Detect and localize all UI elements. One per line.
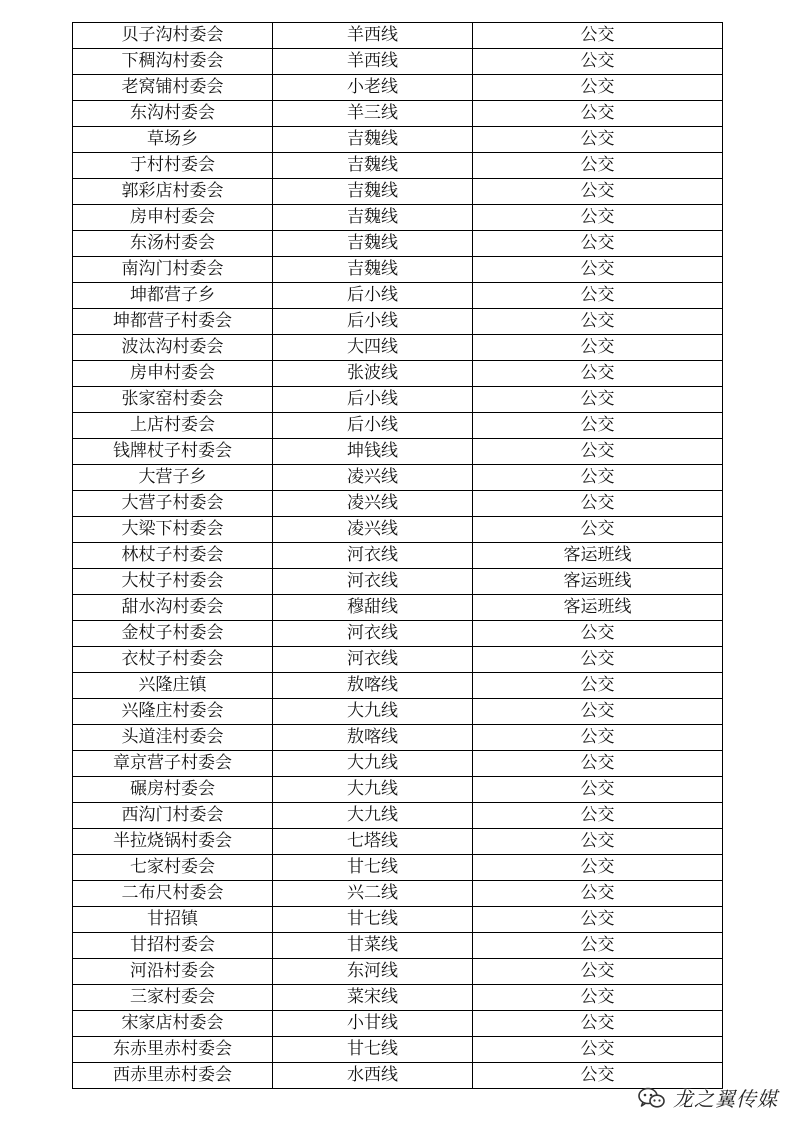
route-cell: 小老线	[273, 75, 473, 101]
table-row	[73, 595, 723, 621]
route-cell: 甘七线	[273, 855, 473, 881]
village-cell: 房申村委会	[73, 361, 273, 387]
route-cell: 大九线	[273, 803, 473, 829]
route-cell: 凌兴线	[273, 517, 473, 543]
village-cell: 南沟门村委会	[73, 257, 273, 283]
village-cell: 房申村委会	[73, 205, 273, 231]
transport-type-cell: 公交	[473, 855, 723, 881]
table-row	[73, 517, 723, 543]
table-row	[73, 283, 723, 309]
transport-type-cell: 公交	[473, 309, 723, 335]
village-cell: 于村村委会	[73, 153, 273, 179]
village-cell: 大营子村委会	[73, 491, 273, 517]
route-cell: 河衣线	[273, 647, 473, 673]
route-cell: 羊三线	[273, 101, 473, 127]
table-row	[73, 725, 723, 751]
village-cell: 西沟门村委会	[73, 803, 273, 829]
route-cell: 穆甜线	[273, 595, 473, 621]
route-table	[72, 22, 723, 1089]
route-cell: 东河线	[273, 959, 473, 985]
transport-type-cell: 公交	[473, 49, 723, 75]
village-cell: 草场乡	[73, 127, 273, 153]
transport-type-cell: 公交	[473, 23, 723, 49]
transport-type-cell: 公交	[473, 647, 723, 673]
table-row	[73, 205, 723, 231]
village-cell: 下稠沟村委会	[73, 49, 273, 75]
village-cell: 甘招镇	[73, 907, 273, 933]
table-row	[73, 829, 723, 855]
village-cell: 坤都营子村委会	[73, 309, 273, 335]
watermark	[637, 1083, 778, 1112]
transport-type-cell: 公交	[473, 725, 723, 751]
transport-type-cell: 公交	[473, 933, 723, 959]
table-row	[73, 23, 723, 49]
transport-type-cell: 公交	[473, 1037, 723, 1063]
route-table-container	[72, 22, 723, 1089]
transport-type-cell: 公交	[473, 699, 723, 725]
route-cell: 河衣线	[273, 543, 473, 569]
village-cell: 林杖子村委会	[73, 543, 273, 569]
village-cell: 河沿村委会	[73, 959, 273, 985]
route-cell: 后小线	[273, 283, 473, 309]
transport-type-cell: 公交	[473, 959, 723, 985]
transport-type-cell: 公交	[473, 283, 723, 309]
route-table-body	[73, 23, 723, 1089]
route-cell: 羊西线	[273, 49, 473, 75]
transport-type-cell: 公交	[473, 75, 723, 101]
table-row	[73, 933, 723, 959]
wechat-icon	[637, 1086, 667, 1110]
village-cell: 老窝铺村委会	[73, 75, 273, 101]
route-cell: 坤钱线	[273, 439, 473, 465]
table-row	[73, 1011, 723, 1037]
village-cell: 东赤里赤村委会	[73, 1037, 273, 1063]
village-cell: 张家窑村委会	[73, 387, 273, 413]
route-cell: 大九线	[273, 699, 473, 725]
route-cell: 水西线	[273, 1063, 473, 1089]
village-cell: 衣杖子村委会	[73, 647, 273, 673]
table-row	[73, 491, 723, 517]
transport-type-cell: 公交	[473, 803, 723, 829]
village-cell: 大梁下村委会	[73, 517, 273, 543]
route-cell: 七塔线	[273, 829, 473, 855]
table-row	[73, 153, 723, 179]
table-row	[73, 985, 723, 1011]
village-cell: 章京营子村委会	[73, 751, 273, 777]
transport-type-cell: 公交	[473, 881, 723, 907]
route-cell: 大四线	[273, 335, 473, 361]
village-cell: 上店村委会	[73, 413, 273, 439]
route-cell: 吉魏线	[273, 179, 473, 205]
table-row	[73, 361, 723, 387]
route-cell: 凌兴线	[273, 491, 473, 517]
route-cell: 后小线	[273, 387, 473, 413]
transport-type-cell: 公交	[473, 751, 723, 777]
transport-type-cell: 公交	[473, 829, 723, 855]
table-row	[73, 101, 723, 127]
transport-type-cell: 公交	[473, 361, 723, 387]
transport-type-cell: 公交	[473, 335, 723, 361]
village-cell: 大杖子村委会	[73, 569, 273, 595]
transport-type-cell: 公交	[473, 439, 723, 465]
transport-type-cell: 客运班线	[473, 569, 723, 595]
route-cell: 大九线	[273, 751, 473, 777]
transport-type-cell: 客运班线	[473, 595, 723, 621]
route-cell: 羊西线	[273, 23, 473, 49]
table-row	[73, 257, 723, 283]
table-row	[73, 309, 723, 335]
table-row	[73, 335, 723, 361]
village-cell: 兴隆庄镇	[73, 673, 273, 699]
table-row	[73, 413, 723, 439]
route-cell: 凌兴线	[273, 465, 473, 491]
watermark-text: 龙之翼传媒	[673, 1087, 778, 1111]
transport-type-cell: 公交	[473, 413, 723, 439]
transport-type-cell: 公交	[473, 205, 723, 231]
transport-type-cell: 公交	[473, 491, 723, 517]
table-row	[73, 751, 723, 777]
transport-type-cell: 公交	[473, 1063, 723, 1089]
transport-type-cell: 公交	[473, 777, 723, 803]
table-row	[73, 1037, 723, 1063]
village-cell: 贝子沟村委会	[73, 23, 273, 49]
transport-type-cell: 公交	[473, 387, 723, 413]
route-cell: 吉魏线	[273, 257, 473, 283]
table-row	[73, 465, 723, 491]
transport-type-cell: 公交	[473, 231, 723, 257]
table-row	[73, 621, 723, 647]
transport-type-cell: 公交	[473, 985, 723, 1011]
transport-type-cell: 公交	[473, 179, 723, 205]
village-cell: 三家村委会	[73, 985, 273, 1011]
table-row	[73, 569, 723, 595]
table-row	[73, 673, 723, 699]
route-cell: 甘菜线	[273, 933, 473, 959]
village-cell: 东沟村委会	[73, 101, 273, 127]
table-row	[73, 699, 723, 725]
table-row	[73, 647, 723, 673]
table-row	[73, 1063, 723, 1089]
table-row	[73, 803, 723, 829]
table-row	[73, 49, 723, 75]
route-cell: 河衣线	[273, 621, 473, 647]
village-cell: 宋家店村委会	[73, 1011, 273, 1037]
route-cell: 敖喀线	[273, 673, 473, 699]
table-row	[73, 855, 723, 881]
village-cell: 头道洼村委会	[73, 725, 273, 751]
route-cell: 甘七线	[273, 907, 473, 933]
table-row	[73, 231, 723, 257]
transport-type-cell: 公交	[473, 907, 723, 933]
village-cell: 大营子乡	[73, 465, 273, 491]
transport-type-cell: 公交	[473, 101, 723, 127]
route-cell: 吉魏线	[273, 205, 473, 231]
village-cell: 钱牌杖子村委会	[73, 439, 273, 465]
route-cell: 后小线	[273, 413, 473, 439]
village-cell: 甘招村委会	[73, 933, 273, 959]
table-row	[73, 777, 723, 803]
table-row	[73, 881, 723, 907]
transport-type-cell: 客运班线	[473, 543, 723, 569]
route-cell: 菜宋线	[273, 985, 473, 1011]
transport-type-cell: 公交	[473, 517, 723, 543]
table-row	[73, 75, 723, 101]
transport-type-cell: 公交	[473, 257, 723, 283]
table-row	[73, 127, 723, 153]
route-cell: 大九线	[273, 777, 473, 803]
route-cell: 敖喀线	[273, 725, 473, 751]
transport-type-cell: 公交	[473, 465, 723, 491]
transport-type-cell: 公交	[473, 153, 723, 179]
transport-type-cell: 公交	[473, 621, 723, 647]
village-cell: 甜水沟村委会	[73, 595, 273, 621]
route-cell: 吉魏线	[273, 127, 473, 153]
route-cell: 吉魏线	[273, 153, 473, 179]
village-cell: 西赤里赤村委会	[73, 1063, 273, 1089]
village-cell: 兴隆庄村委会	[73, 699, 273, 725]
village-cell: 波汰沟村委会	[73, 335, 273, 361]
village-cell: 坤都营子乡	[73, 283, 273, 309]
table-row	[73, 543, 723, 569]
route-cell: 张波线	[273, 361, 473, 387]
table-row	[73, 907, 723, 933]
route-cell: 后小线	[273, 309, 473, 335]
route-cell: 吉魏线	[273, 231, 473, 257]
transport-type-cell: 公交	[473, 127, 723, 153]
village-cell: 半拉烧锅村委会	[73, 829, 273, 855]
transport-type-cell: 公交	[473, 673, 723, 699]
village-cell: 碾房村委会	[73, 777, 273, 803]
village-cell: 七家村委会	[73, 855, 273, 881]
village-cell: 二布尺村委会	[73, 881, 273, 907]
village-cell: 郭彩店村委会	[73, 179, 273, 205]
table-row	[73, 387, 723, 413]
table-row	[73, 179, 723, 205]
transport-type-cell: 公交	[473, 1011, 723, 1037]
route-cell: 甘七线	[273, 1037, 473, 1063]
route-cell: 兴二线	[273, 881, 473, 907]
table-row	[73, 439, 723, 465]
village-cell: 东汤村委会	[73, 231, 273, 257]
table-row	[73, 959, 723, 985]
route-cell: 河衣线	[273, 569, 473, 595]
route-cell: 小甘线	[273, 1011, 473, 1037]
village-cell: 金杖子村委会	[73, 621, 273, 647]
